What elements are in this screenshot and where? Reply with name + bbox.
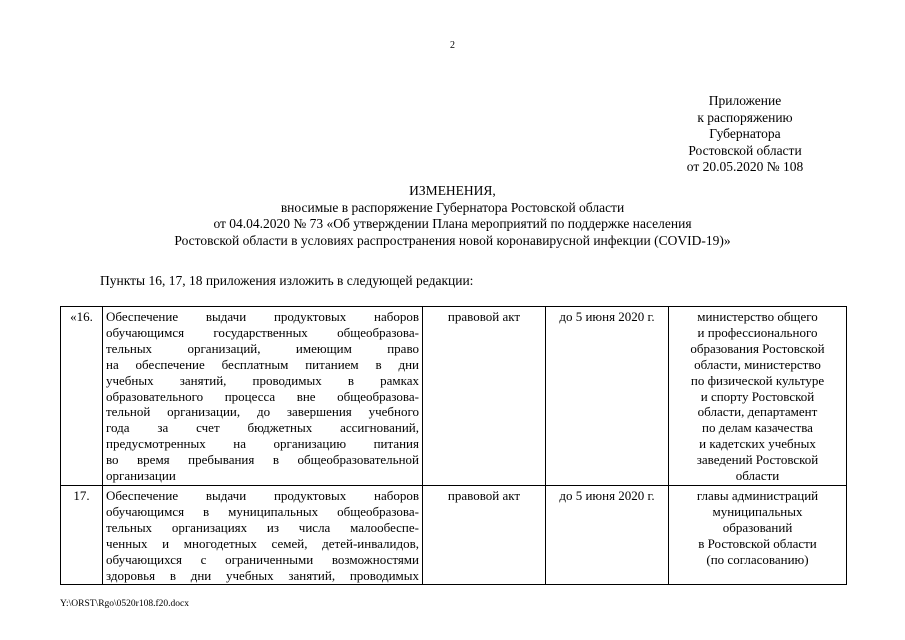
row-number: «16. (61, 307, 103, 486)
heading-title: ИЗМЕНЕНИЯ, (409, 183, 496, 198)
row-description (103, 307, 423, 486)
desc-line: обучающихся с ограниченными возможностями (106, 551, 419, 567)
row-document-type: правовой акт (423, 485, 546, 584)
exec-line: и спорту Ростовской (700, 388, 815, 404)
exec-line: муниципальных (712, 503, 803, 519)
document-heading (60, 183, 845, 249)
file-path-footer: Y:\ORST\Rgo\0520r108.f20.docx (60, 599, 189, 609)
row-deadline: до 5 июня 2020 г. (546, 307, 669, 486)
exec-line: и кадетских учебных (699, 436, 816, 452)
desc-line: на обеспечение бесплатным питанием в дни (106, 356, 419, 372)
intro-paragraph: Пункты 16, 17, 18 приложения изложить в следующей редакции: (100, 273, 474, 288)
desc-line: организации (106, 468, 176, 484)
appendix-line: от 20.05.2020 № 108 (686, 159, 804, 174)
exec-line: и профессионального (697, 324, 818, 340)
heading-line: от 04.04.2020 № 73 «Об утверждении Плана мероприятий по поддержке населения (213, 216, 692, 231)
heading-line: вносимые в распоряжение Губернатора Ростовской области (280, 199, 625, 215)
heading-line: Ростовской области в условиях распространения новой коронавирусной инфекции (COVID-19)» (174, 232, 731, 248)
desc-line: образовательного процесса вне общеобразова- (106, 388, 419, 404)
desc-line: тельных организаций, имеющим право (106, 340, 419, 356)
appendix-line: к распоряжению (697, 109, 793, 125)
table-row (61, 485, 847, 584)
desc-line: предусмотренных на организацию питания (106, 436, 419, 452)
exec-line: образования Ростовской (690, 340, 825, 356)
exec-line: заведений Ростовской (696, 452, 819, 468)
exec-line: образований (722, 519, 793, 535)
exec-line: главы администраций (696, 487, 819, 503)
row-document-type: правовой акт (423, 307, 546, 486)
table-row (61, 307, 847, 486)
desc-line: учебных занятий, проводимых в рамках (106, 372, 419, 388)
exec-line: в Ростовской области (698, 535, 817, 551)
desc-line: обучающимся в муниципальных общеобразова- (106, 503, 419, 519)
exec-line: по делам казачества (702, 420, 813, 436)
desc-line: Обеспечение выдачи продуктовых наборов (106, 309, 419, 324)
desc-line: тельных организациях из числа малообеспе- (106, 519, 419, 535)
desc-line: во время пребывания в общеобразовательной (106, 452, 419, 468)
exec-line: области, департамент (697, 404, 818, 420)
row-number: 17. (61, 485, 103, 584)
exec-line: министерство общего (697, 309, 818, 324)
changes-table (60, 306, 847, 585)
desc-line: тельной организации, до завершения учебного (106, 404, 419, 420)
row-deadline: до 5 июня 2020 г. (546, 485, 669, 584)
desc-line: года за счет бюджетных ассигнований, (106, 420, 419, 436)
appendix-header (650, 93, 840, 176)
desc-line: Обеспечение выдачи продуктовых наборов (106, 487, 419, 503)
desc-line: ченных и многодетных семей, детей-инвалидов, (106, 535, 419, 551)
exec-line: области (735, 468, 780, 484)
appendix-line: Ростовской области (688, 142, 802, 158)
row-executor (669, 485, 847, 584)
row-executor (669, 307, 847, 486)
appendix-line: Губернатора (709, 126, 781, 141)
row-description (103, 485, 423, 584)
desc-line: здоровья в дни учебных занятий, проводимых (106, 567, 419, 583)
exec-line: (по согласованию) (706, 551, 809, 567)
exec-line: области, министерство (694, 356, 821, 372)
page-number: 2 (450, 40, 455, 51)
exec-line: по физической культуре (690, 372, 825, 388)
appendix-line: Приложение (708, 93, 782, 108)
desc-line: обучающимся государственных общеобразова- (106, 324, 419, 340)
